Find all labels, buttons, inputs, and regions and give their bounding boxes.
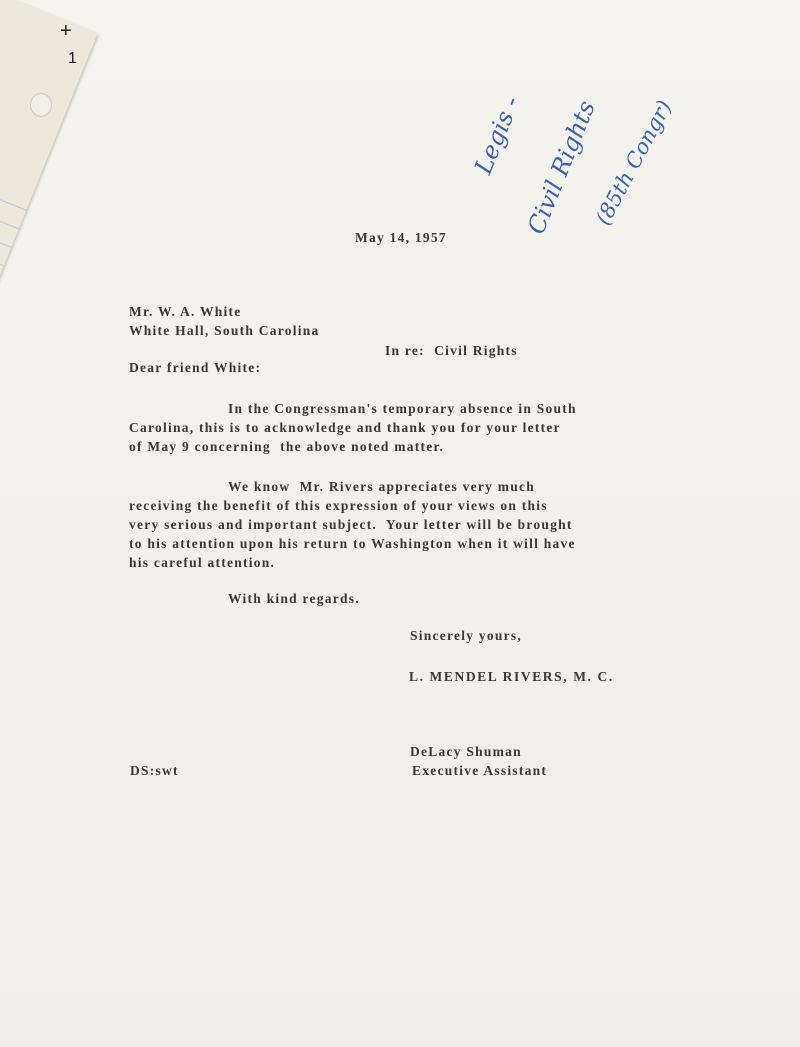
card-mark: 1 <box>68 50 77 67</box>
handwritten-note-line: Civil Rights <box>522 96 601 238</box>
body-line: to his attention upon his return to Washington when it will have <box>129 536 576 551</box>
assistant-title: Executive Assistant <box>412 763 548 778</box>
body-line: very serious and important subject. Your letter will be brought <box>129 517 573 532</box>
letter-date: May 14, 1957 <box>355 230 447 245</box>
assistant-name: DeLacy Shuman <box>410 744 522 759</box>
handwritten-note-line: (85th Congr) <box>590 96 677 229</box>
body-line: Carolina, this is to acknowledge and thank you for your letter <box>129 420 561 435</box>
recipient-line: Mr. W. A. White <box>129 304 242 319</box>
recipient-line: White Hall, South Carolina <box>129 323 320 338</box>
body-line: In the Congressman's temporary absence in South <box>228 401 577 416</box>
closing-regards: With kind regards. <box>228 591 360 606</box>
punch-hole <box>30 93 52 117</box>
closing: Sincerely yours, <box>410 628 522 643</box>
signer-name: L. MENDEL RIVERS, M. C. <box>409 669 614 684</box>
card-rule-line <box>0 202 4 267</box>
body-line: of May 9 concerning the above noted matter. <box>129 439 445 454</box>
body-line: We know Mr. Rivers appreciates very much <box>228 479 535 494</box>
card-rule-line <box>0 165 19 230</box>
body-line: receiving the benefit of this expression of your views on this <box>129 498 548 513</box>
subject-line: In re: Civil Rights <box>385 343 518 358</box>
card-rule-line <box>0 183 11 248</box>
card-mark: + <box>60 20 72 42</box>
card-rule-line <box>0 146 26 211</box>
handwritten-note-line: Legis - <box>469 92 526 178</box>
body-line: his careful attention. <box>129 555 276 570</box>
typist-initials: DS:swt <box>130 763 179 778</box>
salutation: Dear friend White: <box>129 360 262 375</box>
